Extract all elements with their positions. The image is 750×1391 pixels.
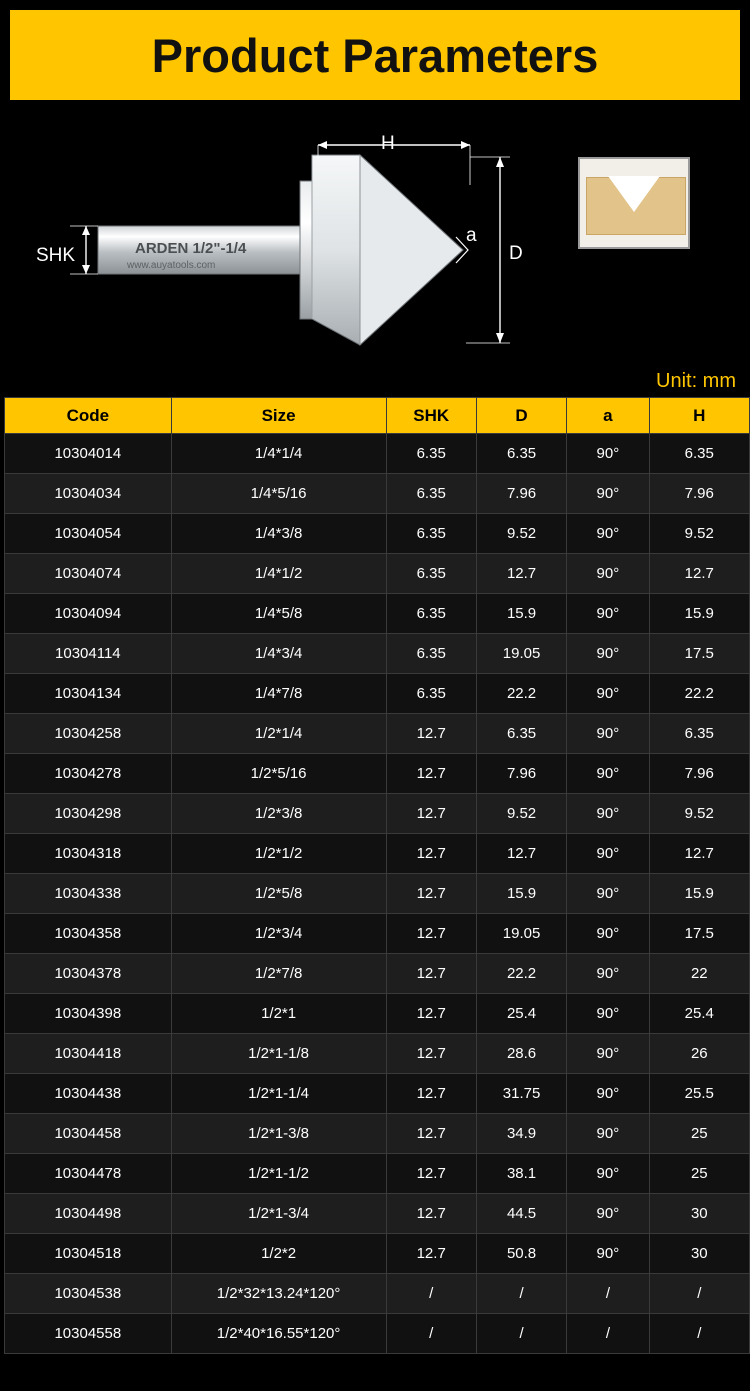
table-row	[5, 834, 750, 874]
table-cell: 10304518	[5, 1234, 172, 1274]
table-cell: 9.52	[476, 794, 566, 834]
table-cell: 10304378	[5, 954, 172, 994]
column-header-shk: SHK	[386, 398, 476, 434]
table-cell: 25.4	[649, 994, 749, 1034]
table-cell: 6.35	[386, 674, 476, 714]
table-cell: 1/4*1/4	[171, 434, 386, 474]
table-cell: 1/2*1-1/8	[171, 1034, 386, 1074]
table-row	[5, 674, 750, 714]
table-row	[5, 1074, 750, 1114]
page-title: Product Parameters	[151, 28, 599, 82]
table-cell: 7.96	[476, 754, 566, 794]
table-cell: 15.9	[476, 874, 566, 914]
table-row	[5, 914, 750, 954]
table-cell: 10304034	[5, 474, 172, 514]
table-cell: 10304134	[5, 674, 172, 714]
table-cell: 1/4*3/8	[171, 514, 386, 554]
table-cell: 12.7	[386, 1154, 476, 1194]
table-cell: 90°	[567, 794, 649, 834]
table-cell: 22.2	[649, 674, 749, 714]
table-cell: 12.7	[386, 1194, 476, 1234]
table-cell: 12.7	[386, 1034, 476, 1074]
table-cell: 10304398	[5, 994, 172, 1034]
table-cell: 22	[649, 954, 749, 994]
table-cell: /	[386, 1274, 476, 1314]
table-cell: 12.7	[386, 1074, 476, 1114]
table-cell: 90°	[567, 674, 649, 714]
table-row	[5, 1194, 750, 1234]
table-cell: 12.7	[649, 554, 749, 594]
table-row	[5, 514, 750, 554]
table-cell: 30	[649, 1234, 749, 1274]
table-cell: 90°	[567, 434, 649, 474]
table-row	[5, 554, 750, 594]
table-cell: 12.7	[386, 874, 476, 914]
table-row	[5, 994, 750, 1034]
table-cell: 12.7	[386, 834, 476, 874]
table-cell: /	[649, 1274, 749, 1314]
table-cell: /	[567, 1274, 649, 1314]
table-cell: 12.7	[386, 914, 476, 954]
table-cell: 17.5	[649, 914, 749, 954]
table-cell: 26	[649, 1034, 749, 1074]
parameters-table-wrap	[2, 397, 748, 1354]
table-cell: 90°	[567, 1074, 649, 1114]
table-cell: 90°	[567, 834, 649, 874]
table-cell: 12.7	[386, 1234, 476, 1274]
table-cell: 34.9	[476, 1114, 566, 1154]
table-cell: 90°	[567, 514, 649, 554]
table-cell: 90°	[567, 1114, 649, 1154]
table-cell: 10304538	[5, 1274, 172, 1314]
table-cell: 9.52	[476, 514, 566, 554]
table-cell: 10304278	[5, 754, 172, 794]
table-cell: 10304074	[5, 554, 172, 594]
table-cell: 25.5	[649, 1074, 749, 1114]
table-cell: /	[476, 1314, 566, 1354]
table-cell: 90°	[567, 554, 649, 594]
column-header-a: a	[567, 398, 649, 434]
table-cell: 6.35	[476, 434, 566, 474]
table-cell: 15.9	[476, 594, 566, 634]
table-cell: 17.5	[649, 634, 749, 674]
table-cell: 12.7	[386, 754, 476, 794]
table-row	[5, 954, 750, 994]
table-cell: 19.05	[476, 914, 566, 954]
table-row	[5, 1274, 750, 1314]
table-cell: 1/2*1	[171, 994, 386, 1034]
unit-label: Unit: mm	[656, 370, 736, 392]
table-cell: 50.8	[476, 1234, 566, 1274]
table-cell: 9.52	[649, 514, 749, 554]
table-cell: /	[476, 1274, 566, 1314]
table-cell: 1/2*3/8	[171, 794, 386, 834]
label-d: D	[509, 243, 523, 264]
table-cell: 6.35	[386, 634, 476, 674]
table-cell: 6.35	[386, 474, 476, 514]
table-row	[5, 474, 750, 514]
table-cell: 1/2*1-3/4	[171, 1194, 386, 1234]
table-cell: 90°	[567, 954, 649, 994]
table-cell: 10304418	[5, 1034, 172, 1074]
v-cut-shape	[608, 176, 660, 212]
table-cell: 1/2*1/4	[171, 714, 386, 754]
table-cell: 1/4*7/8	[171, 674, 386, 714]
table-cell: 6.35	[386, 514, 476, 554]
table-cell: /	[649, 1314, 749, 1354]
table-cell: 1/2*7/8	[171, 954, 386, 994]
table-cell: 1/2*5/8	[171, 874, 386, 914]
table-cell: 7.96	[649, 474, 749, 514]
table-cell: 90°	[567, 634, 649, 674]
table-cell: 90°	[567, 1234, 649, 1274]
table-cell: 10304358	[5, 914, 172, 954]
table-cell: 10304094	[5, 594, 172, 634]
table-cell: 1/2*2	[171, 1234, 386, 1274]
table-cell: 25.4	[476, 994, 566, 1034]
table-cell: 1/2*1/2	[171, 834, 386, 874]
column-header-d: D	[476, 398, 566, 434]
table-cell: 6.35	[386, 594, 476, 634]
table-cell: 10304014	[5, 434, 172, 474]
table-header-row	[5, 398, 750, 434]
svg-text:ARDEN 1/2"-1/4: ARDEN 1/2"-1/4	[135, 240, 247, 257]
table-cell: 9.52	[649, 794, 749, 834]
table-row	[5, 594, 750, 634]
table-row	[5, 794, 750, 834]
tool-diagram	[0, 125, 750, 392]
table-cell: 12.7	[386, 954, 476, 994]
table-cell: 6.35	[386, 434, 476, 474]
label-shk: SHK	[36, 245, 76, 266]
table-cell: 25	[649, 1154, 749, 1194]
table-cell: /	[567, 1314, 649, 1354]
table-cell: 12.7	[386, 1114, 476, 1154]
table-cell: 30	[649, 1194, 749, 1234]
table-cell: 12.7	[476, 834, 566, 874]
table-cell: 28.6	[476, 1034, 566, 1074]
table-cell: 31.75	[476, 1074, 566, 1114]
table-cell: 7.96	[476, 474, 566, 514]
table-cell: 22.2	[476, 674, 566, 714]
table-cell: 22.2	[476, 954, 566, 994]
table-cell: 1/2*40*16.55*120°	[171, 1314, 386, 1354]
table-cell: 10304558	[5, 1314, 172, 1354]
table-row	[5, 434, 750, 474]
svg-text:www.auyatools.com: www.auyatools.com	[127, 260, 216, 271]
table-cell: 12.7	[386, 714, 476, 754]
table-cell: 1/4*5/16	[171, 474, 386, 514]
table-cell: 1/2*1-1/4	[171, 1074, 386, 1114]
table-row	[5, 1114, 750, 1154]
table-cell: 10304458	[5, 1114, 172, 1154]
table-row	[5, 754, 750, 794]
table-cell: 90°	[567, 994, 649, 1034]
table-cell: 90°	[567, 1194, 649, 1234]
table-cell: 1/4*3/4	[171, 634, 386, 674]
table-cell: 10304318	[5, 834, 172, 874]
table-cell: 10304338	[5, 874, 172, 914]
table-cell: 90°	[567, 1034, 649, 1074]
table-cell: 1/2*32*13.24*120°	[171, 1274, 386, 1314]
table-cell: 12.7	[476, 554, 566, 594]
table-cell: 1/2*1-3/8	[171, 1114, 386, 1154]
table-row	[5, 1034, 750, 1074]
page-banner	[10, 10, 740, 100]
table-cell: 1/4*1/2	[171, 554, 386, 594]
table-cell: 25	[649, 1114, 749, 1154]
table-cell: 90°	[567, 1154, 649, 1194]
table-row	[5, 874, 750, 914]
column-header-h: H	[649, 398, 749, 434]
table-cell: 1/4*5/8	[171, 594, 386, 634]
table-cell: 15.9	[649, 594, 749, 634]
table-cell: 6.35	[649, 714, 749, 754]
table-cell: 6.35	[649, 434, 749, 474]
table-cell: 12.7	[386, 794, 476, 834]
table-cell: 19.05	[476, 634, 566, 674]
table-cell: 10304498	[5, 1194, 172, 1234]
table-cell: 90°	[567, 714, 649, 754]
table-cell: 1/2*1-1/2	[171, 1154, 386, 1194]
table-row	[5, 714, 750, 754]
table-row	[5, 1314, 750, 1354]
table-cell: 90°	[567, 914, 649, 954]
table-cell: 44.5	[476, 1194, 566, 1234]
v-groove-wood-cut-thumbnail	[578, 157, 690, 249]
table-cell: 6.35	[476, 714, 566, 754]
table-cell: 38.1	[476, 1154, 566, 1194]
table-body	[5, 434, 750, 1354]
table-cell: 1/2*5/16	[171, 754, 386, 794]
table-cell: 10304298	[5, 794, 172, 834]
table-cell: 90°	[567, 594, 649, 634]
table-cell: 7.96	[649, 754, 749, 794]
table-cell: 90°	[567, 754, 649, 794]
table-cell: 15.9	[649, 874, 749, 914]
table-cell: 10304258	[5, 714, 172, 754]
table-row	[5, 1234, 750, 1274]
label-a: a	[466, 225, 477, 246]
table-row	[5, 1154, 750, 1194]
column-header-size: Size	[171, 398, 386, 434]
table-cell: 90°	[567, 474, 649, 514]
table-cell: 12.7	[386, 994, 476, 1034]
label-h: H	[381, 133, 395, 154]
table-cell: 12.7	[649, 834, 749, 874]
table-cell: 10304438	[5, 1074, 172, 1114]
table-row	[5, 634, 750, 674]
table-cell: 10304478	[5, 1154, 172, 1194]
table-cell: 1/2*3/4	[171, 914, 386, 954]
parameters-table	[4, 397, 750, 1354]
table-cell: /	[386, 1314, 476, 1354]
table-cell: 10304114	[5, 634, 172, 674]
table-cell: 90°	[567, 874, 649, 914]
column-header-code: Code	[5, 398, 172, 434]
table-cell: 6.35	[386, 554, 476, 594]
table-cell: 10304054	[5, 514, 172, 554]
